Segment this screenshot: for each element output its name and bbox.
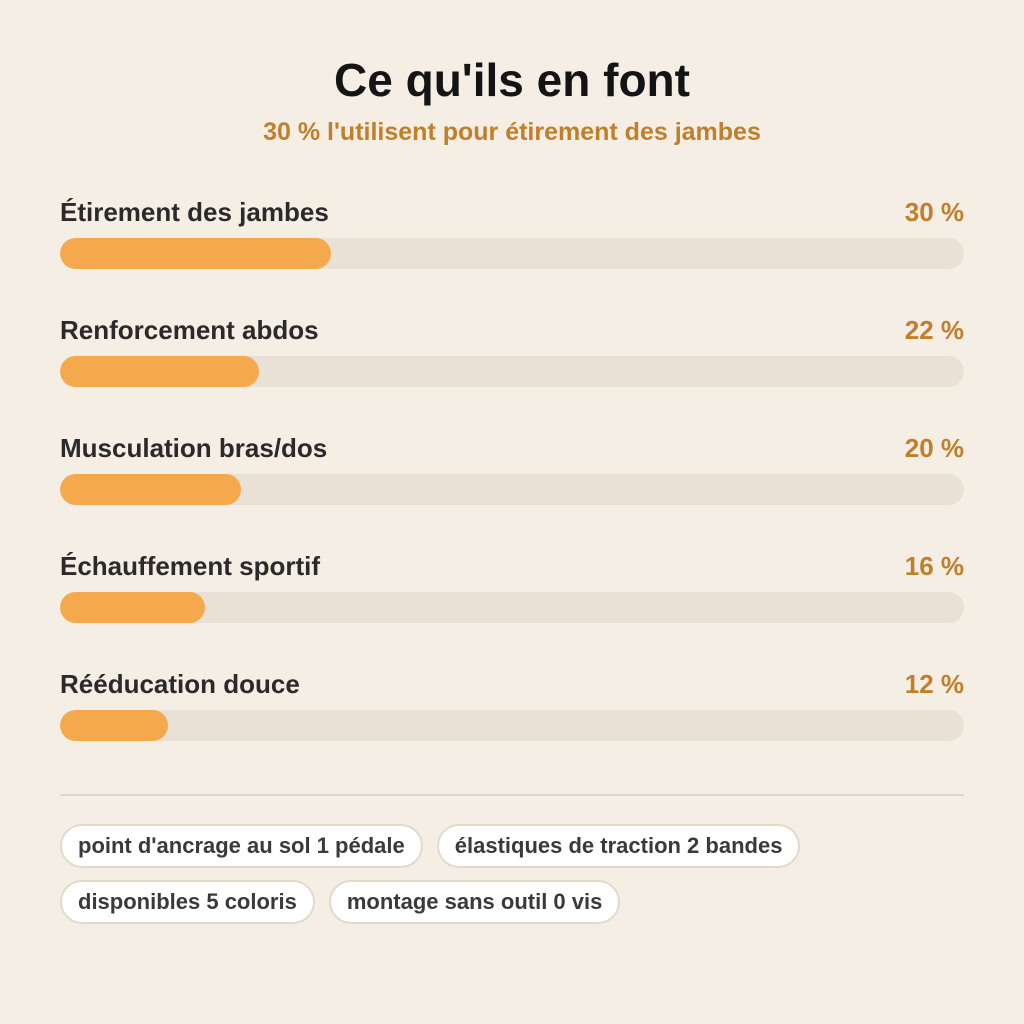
bar-label: Renforcement abdos bbox=[60, 315, 319, 345]
bar-label: Musculation bras/dos bbox=[60, 433, 328, 463]
bar bbox=[60, 592, 205, 623]
bar-value-label: 20 % bbox=[904, 433, 964, 463]
bar-label: Étirement des jambes bbox=[60, 197, 329, 227]
bar-track bbox=[60, 592, 964, 623]
bar bbox=[60, 356, 259, 387]
feature-tag: disponibles 5 coloris bbox=[60, 880, 315, 924]
bar-row bbox=[60, 550, 964, 668]
bar-label: Rééducation douce bbox=[60, 669, 300, 699]
bar bbox=[60, 710, 168, 741]
bar-label: Échauffement sportif bbox=[60, 551, 321, 581]
bar-row bbox=[60, 668, 964, 786]
bar-value-label: 22 % bbox=[904, 315, 964, 345]
chart-title: Ce qu'ils en font bbox=[334, 54, 690, 106]
bar-row bbox=[60, 196, 964, 314]
bar-track bbox=[60, 238, 964, 269]
chart-subtitle: 30 % l'utilisent pour étirement des jambes bbox=[263, 118, 761, 146]
feature-tag: montage sans outil 0 vis bbox=[329, 880, 621, 924]
feature-tag: élastiques de traction 2 bandes bbox=[437, 824, 801, 868]
bar-value-label: 12 % bbox=[904, 669, 964, 699]
bar-track bbox=[60, 474, 964, 505]
bar-row bbox=[60, 314, 964, 432]
feature-tags bbox=[60, 824, 964, 924]
bar-track bbox=[60, 356, 964, 387]
feature-tag: point d'ancrage au sol 1 pédale bbox=[60, 824, 423, 868]
bar-value-label: 30 % bbox=[904, 197, 964, 227]
bar bbox=[60, 238, 331, 269]
bar-track bbox=[60, 710, 964, 741]
bar-row bbox=[60, 432, 964, 550]
divider bbox=[60, 794, 964, 796]
bar-value-label: 16 % bbox=[904, 551, 964, 581]
bar bbox=[60, 474, 241, 505]
bar-chart bbox=[60, 196, 964, 786]
